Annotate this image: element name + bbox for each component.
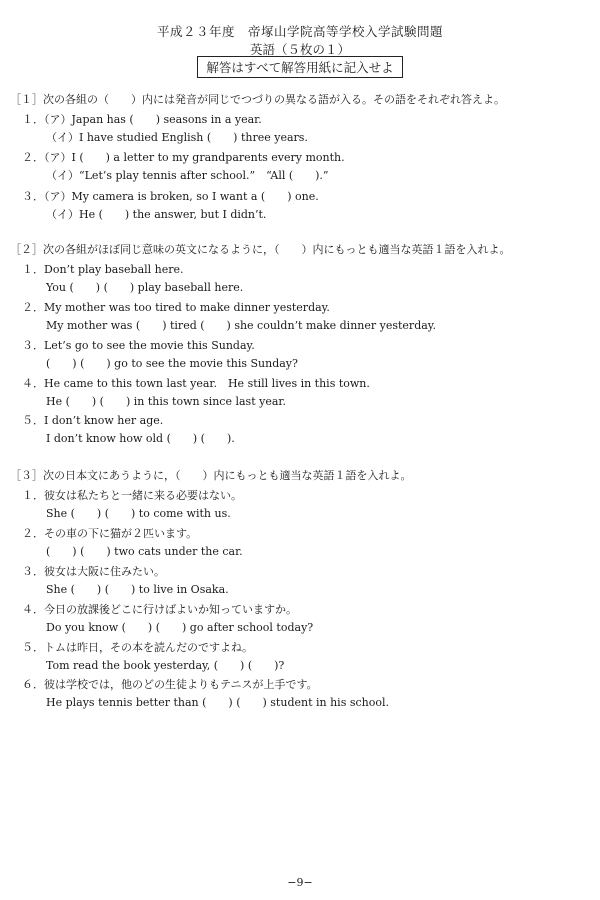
notice-container — [0, 56, 600, 78]
s2-q5-b: I don’t know how old ( ) ( ). — [46, 432, 235, 445]
s2-q4-b: He ( ) ( ) in this town since last year. — [46, 395, 286, 408]
s3-q6-en: He plays tennis better than ( ) ( ) student in his school. — [46, 696, 389, 709]
s3-q5-jp: ５．トムは昨日，その本を読んだのですよね。 — [22, 641, 253, 654]
s2-q5-a: ５．I don’t know her age. — [22, 414, 164, 427]
s2-q1-a: １．Don’t play baseball here. — [22, 263, 184, 276]
s1-q1-a: １．（ア）Japan has ( ) seasons in a year. — [22, 113, 262, 126]
exam-title: 平成２３年度 帝塚山学院高等学校入学試験問題 — [156, 24, 443, 39]
s3-q3-en: She ( ) ( ) to live in Osaka. — [46, 583, 229, 596]
page-number: −9− — [287, 876, 313, 889]
s1-q2-b: （イ）“Let’s play tennis after school.” “All ( ).” — [46, 169, 329, 182]
s3-q2-en: ( ) ( ) two cats under the car. — [46, 545, 243, 558]
s2-q3-a: ３．Let’s go to see the movie this Sunday. — [22, 339, 255, 352]
s1-q3-a: ３．（ア）My camera is broken, so I want a ( ) one. — [22, 190, 319, 203]
s1-q2-a: ２．（ア）I ( ) a letter to my grandparents every month. — [22, 151, 345, 164]
s3-q5-en: Tom read the book yesterday, ( ) ( )? — [46, 659, 285, 672]
s3-q1-en: She ( ) ( ) to come with us. — [46, 507, 231, 520]
exam-subtitle: 英語（５枚の１） — [249, 42, 350, 57]
s2-q4-a: ４．He came to this town last year. He still lives in this town. — [22, 377, 370, 390]
s1-q3-b: （イ）He ( ) the answer, but I didn’t. — [46, 208, 267, 221]
s3-q4-jp: ４．今日の放課後どこに行けばよいか知っていますか。 — [22, 603, 297, 616]
section3-instruction: ［３］次の日本文にあうように，（ ）内にもっとも適当な英語１語を入れよ。 — [10, 469, 412, 482]
section2-instruction: ［２］次の各組がほぼ同じ意味の英文になるように，（ ）内にもっとも適当な英語１語を入れよ。 — [10, 243, 511, 256]
s2-q3-b: ( ) ( ) go to see the movie this Sunday? — [46, 357, 298, 370]
answer-notice: 解答はすべて解答用紙に記入せよ — [197, 56, 402, 78]
s2-q2-a: ２．My mother was too tired to make dinner yesterday. — [22, 301, 330, 314]
s2-q2-b: My mother was ( ) tired ( ) she couldn’t make dinner yesterday. — [46, 319, 437, 332]
s3-q4-en: Do you know ( ) ( ) go after school today? — [46, 621, 314, 634]
s2-q1-b: You ( ) ( ) play baseball here. — [46, 281, 244, 294]
s3-q1-jp: １．彼女は私たちと一緒に来る必要はない。 — [22, 489, 242, 502]
s3-q2-jp: ２．その車の下に猫が２匹います。 — [22, 527, 198, 540]
section1-instruction: ［１］次の各組の（ ）内には発音が同じでつづりの異なる語が入る。その語をそれぞれ答えよ。 — [10, 93, 505, 106]
s3-q3-jp: ３．彼女は大阪に住みたい。 — [22, 565, 165, 578]
s3-q6-jp: ６．彼は学校では，他のどの生徒よりもテニスが上手です。 — [22, 678, 318, 691]
s1-q1-b: （イ）I have studied English ( ) three years. — [46, 131, 308, 144]
